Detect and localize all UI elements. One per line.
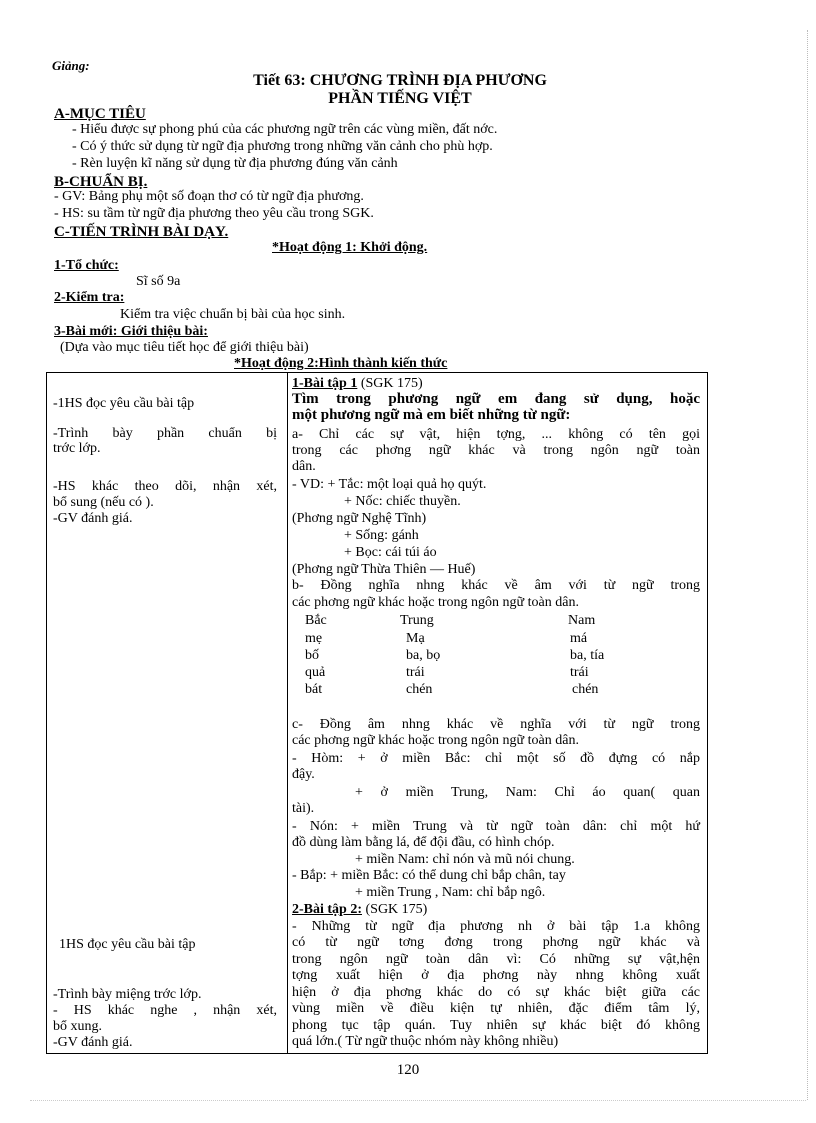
answer-line: (Phơng ngữ Thừa Thiên — Huế) [292, 562, 476, 577]
answer-line: các phơng ngữ khác hoặc trong ngôn ngữ toàn dân. [292, 595, 579, 610]
answer-line: - Nón: + miền Trung và từ ngữ toàn dân: chỉ một hứ [292, 819, 700, 834]
answer-line: + Nốc: chiếc thuyền. [344, 494, 461, 509]
left-note: 1HS đọc yêu cầu bài tập [59, 937, 196, 952]
answer-line: đồ dùng làm bằng lá, để đội đầu, có hình chóp. [292, 835, 555, 850]
dialect-cell: ba, tía [570, 648, 605, 663]
muc-tieu-item: - Có ý thức sử dụng từ ngữ địa phương trong những văn cảnh cho phù hợp. [72, 139, 493, 154]
si-so-text: Sĩ số 9a [136, 274, 181, 289]
dialect-cell: bố [305, 648, 319, 663]
answer-line: + ở miền Trung, Nam: Chỉ áo quan( quan [355, 785, 700, 800]
giang-label: Giảng: [52, 58, 90, 73]
bai-tap-1-question: một phương ngữ mà em biết những từ ngữ: [292, 407, 571, 423]
answer-line: có từ ngữ tơng đơng trong phơng ngữ khác và [292, 935, 700, 950]
bai-tap-1-ref: (SGK 175) [357, 376, 423, 391]
answer-line: - VD: + Tắc: một loại quả họ quýt. [292, 477, 487, 492]
chuan-bi-item: - HS: su tầm từ ngữ địa phương theo yêu cầu trong SGK. [54, 206, 374, 221]
answer-line: đậy. [292, 767, 315, 782]
lesson-title: Tiết 63: CHƯƠNG TRÌNH ĐỊA PHƯƠNG [253, 72, 547, 89]
answer-line: a- Chỉ các sự vật, hiện tợng, ... không có tên gọi [292, 427, 700, 442]
answer-line: quá lớn.( Từ ngữ thuộc nhóm này không nhiều) [292, 1034, 559, 1049]
dialect-cell: trái [570, 665, 589, 680]
answer-line: + Bọc: cái túi áo [344, 545, 437, 560]
answer-line: + miền Trung , Nam: chỉ bắp ngô. [355, 885, 546, 900]
to-chuc-heading: 1-Tổ chức: [54, 258, 119, 273]
bai-tap-1-question: Tìm trong phương ngữ em đang sử dụng, hoặc [292, 391, 700, 407]
bai-tap-2-ref: (SGK 175) [362, 902, 428, 917]
dialect-header: Trung [400, 613, 434, 628]
answer-line: + miền Nam: chỉ nón và mũ nói chung. [355, 852, 575, 867]
kiem-tra-text: Kiểm tra việc chuẩn bị bài của học sinh. [120, 307, 346, 322]
section-muc-tieu-heading: A-MỤC TIÊU [54, 106, 146, 122]
answer-line: + Sống: gánh [344, 528, 419, 543]
muc-tieu-item: - Rèn luyện kĩ năng sử dụng từ địa phương đúng văn cảnh [72, 156, 398, 171]
answer-line: b- Đồng nghĩa nhng khác về âm với từ ngữ trong [292, 578, 700, 593]
hoat-dong-2-heading: *Hoạt động 2:Hình thành kiến thức [234, 356, 448, 371]
dialect-cell: chén [406, 682, 433, 697]
bai-moi-text: (Dựa vào mục tiêu tiết học để giới thiệu bài) [60, 340, 309, 355]
page-edge-bottom [30, 1100, 806, 1101]
left-note: -1HS đọc yêu cầu bài tập [53, 396, 195, 411]
left-note: bổ xung. [53, 1019, 102, 1034]
lesson-subtitle: PHẦN TIẾNG VIỆT [328, 90, 472, 107]
dialect-cell: má [570, 631, 588, 646]
left-note: -GV đánh giá. [53, 511, 133, 526]
answer-line: tợng xuất hiện ở địa phơng này nhng không xuất [292, 968, 700, 983]
left-note: - HS khác nghe , nhận xét, [53, 1003, 277, 1018]
muc-tieu-item: - Hiểu được sự phong phú của các phương ngữ trên các vùng miền, đất nớc. [72, 122, 498, 137]
page-number: 120 [396, 1062, 420, 1078]
dialect-cell: mẹ [305, 631, 323, 646]
answer-line: tài). [292, 801, 315, 816]
column-divider [287, 373, 288, 1053]
section-chuan-bi-heading: B-CHUẨN BỊ. [54, 174, 148, 190]
bai-tap-2-label: 2-Bài tập 2: [292, 902, 362, 917]
left-note: -Trình bày miệng trớc lớp. [53, 987, 202, 1002]
answer-line: vùng miền về điều kiện tự nhiên, đặc điểm tâm lý, [292, 1001, 700, 1016]
answer-line: trong ngôn ngữ toàn dân vì: Có những sự vật,hện [292, 952, 700, 967]
dialect-header: Nam [568, 613, 596, 628]
answer-line: - Những từ ngữ địa phương nh ở bài tập 1.a không [292, 919, 700, 934]
answer-line: dân. [292, 459, 316, 474]
kiem-tra-heading: 2-Kiểm tra: [54, 290, 125, 305]
dialect-cell: bát [305, 682, 323, 697]
left-note: -Trình bày phần chuẩn bị [53, 426, 277, 441]
answer-line: (Phơng ngữ Nghệ Tĩnh) [292, 511, 427, 526]
hoat-dong-1-heading: *Hoạt động 1: Khởi động. [272, 240, 428, 255]
chuan-bi-item: - GV: Bảng phụ một số đoạn thơ có từ ngữ địa phương. [54, 189, 364, 204]
bai-moi-heading: 3-Bài mới: Giới thiệu bài: [54, 324, 208, 339]
answer-line: hiện ở địa phơng khác do có sự khác biệt giữa các [292, 985, 700, 1000]
dialect-header: Bắc [305, 613, 327, 628]
left-note: -GV đánh giá. [53, 1035, 133, 1050]
page-edge-right [807, 30, 808, 1100]
bai-tap-1-heading [292, 376, 423, 391]
answer-line: - Bắp: + miền Bắc: có thể dung chỉ bắp chân, tay [292, 868, 566, 883]
dialect-cell: ba, bọ [406, 648, 441, 663]
dialect-cell: Mạ [406, 631, 425, 646]
answer-line: c- Đồng âm nhng khác về nghĩa với từ ngữ trong [292, 717, 700, 732]
section-tien-trinh-heading: C-TIẾN TRÌNH BÀI DẠY. [54, 224, 229, 240]
dialect-cell: chén [572, 682, 599, 697]
answer-line: phong tục tập quán. Tuy nhiên sự khác biệt đó không [292, 1018, 700, 1033]
left-note: trớc lớp. [53, 441, 101, 456]
bai-tap-2-heading [292, 902, 427, 917]
dialect-cell: trái [406, 665, 425, 680]
left-note: -HS khác theo dõi, nhận xét, [53, 479, 277, 494]
answer-line: các phơng ngữ khác hoặc trong ngôn ngữ toàn dân. [292, 733, 579, 748]
bai-tap-1-label: 1-Bài tập 1 [292, 376, 358, 391]
dialect-cell: quả [305, 665, 326, 680]
left-note: bổ sung (nếu có ). [53, 495, 154, 510]
answer-line: trong các phơng ngữ khác và trong ngôn ngữ toàn [292, 443, 700, 458]
answer-line: - Hòm: + ở miền Bắc: chỉ một số đồ đựng có nắp [292, 751, 700, 766]
